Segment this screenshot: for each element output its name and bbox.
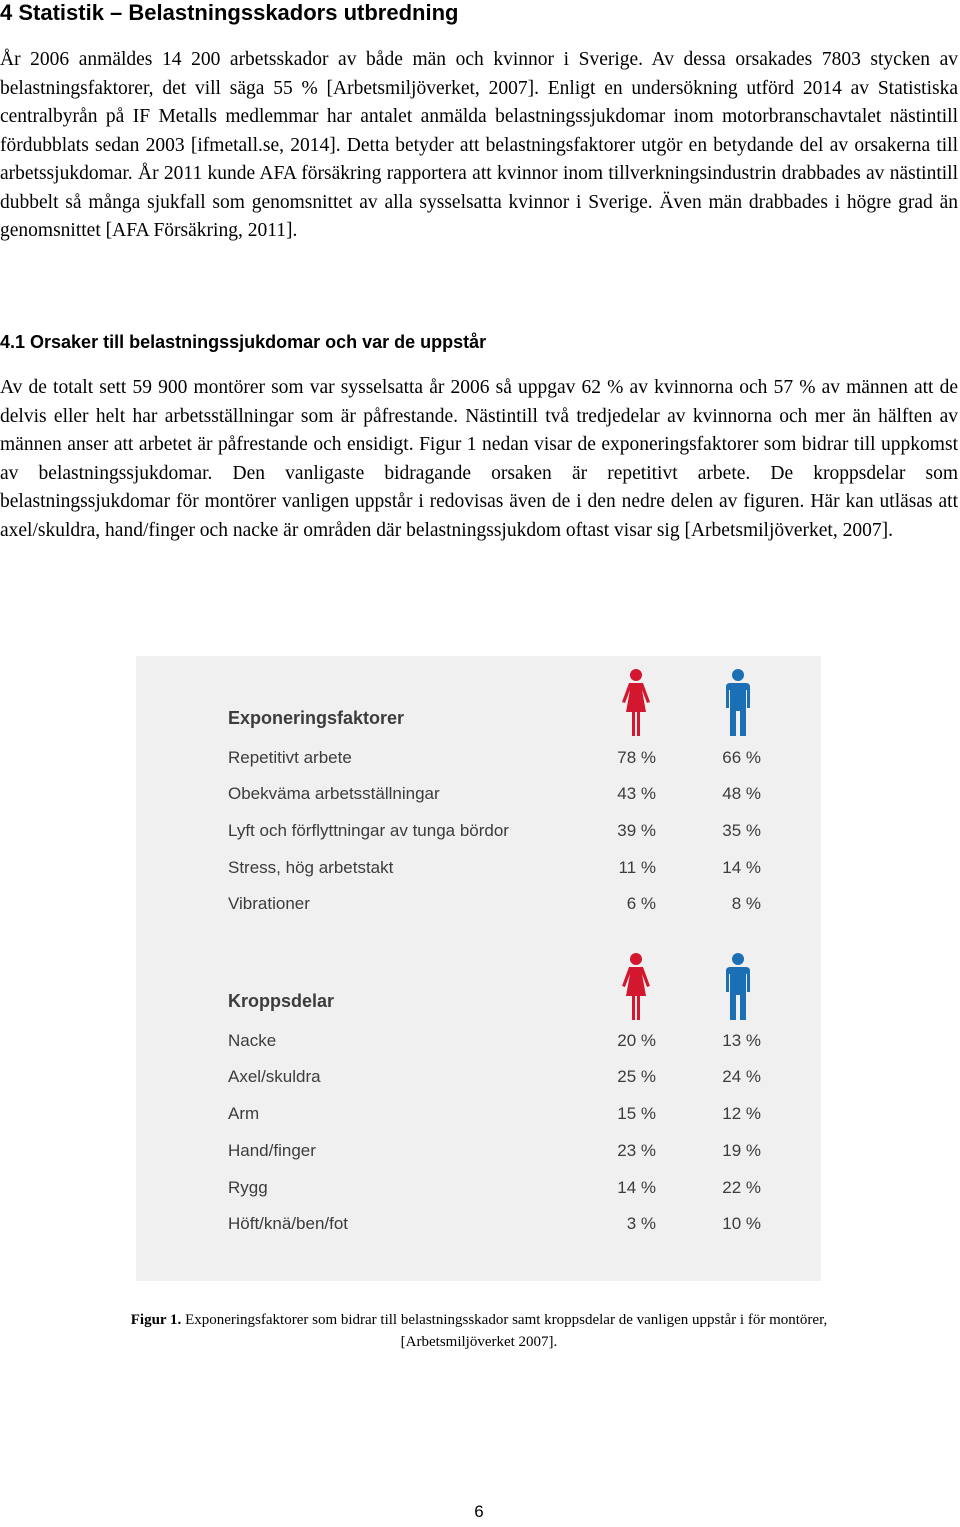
male-value: 14 % [722, 858, 761, 877]
subsection-heading: 4.1 Orsaker till belastningssjukdomar och var de uppstår [0, 332, 487, 352]
row-label: Obekväma arbetsställningar [228, 784, 440, 803]
row-label: Hand/finger [228, 1141, 316, 1160]
row-label: Repetitivt arbete [228, 748, 352, 767]
male-value: 22 % [722, 1178, 761, 1197]
female-value: 15 % [617, 1104, 656, 1123]
exposure-row [136, 856, 821, 880]
female-value: 25 % [617, 1067, 656, 1086]
section-heading: 4 Statistik – Belastningsskadors utbredning [0, 0, 459, 25]
body-part-row [136, 1029, 821, 1053]
caption-reference: [Arbetsmiljöverket 2007]. [400, 1334, 558, 1350]
male-person-icon [721, 952, 755, 1022]
exposure-row [136, 746, 821, 770]
male-value: 35 % [722, 821, 761, 840]
female-value: 23 % [617, 1141, 656, 1160]
female-value: 78 % [617, 748, 656, 767]
row-label: Rygg [228, 1178, 268, 1197]
body-parts-heading: Kroppsdelar [228, 991, 335, 1011]
body-part-row [136, 1139, 821, 1163]
row-label: Höft/knä/ben/fot [228, 1214, 349, 1233]
row-label: Vibrationer [228, 894, 310, 913]
male-value: 24 % [722, 1067, 761, 1086]
body-part-row [136, 1176, 821, 1200]
male-value: 48 % [722, 784, 761, 803]
male-value: 10 % [722, 1214, 761, 1233]
body-part-row [136, 1065, 821, 1089]
paragraph-causes: Av de totalt sett 59 900 montörer som var sysselsatta år 2006 så uppgav 62 % av kvinnorna och 57 % av männen att de delvis eller helt har arbetsställningar som är påfrestande. Nästintill två tredjedelar av kvinnorna och mer än hälften av männen anser att arbetet är påfrestande och ensidigt. Figur 1 nedan visar de exponeringsfaktorer som bidrar till uppkomst av belastningssjukdomar. Den vanligaste bidragande orsaken är repetitivt arbete. De kroppsdelar som belastningssjukdomar för montörer vanligen uppstår i redovisas även de i den nedre delen av figuren. Här kan utläsas att axel/skuldra, hand/finger och nacke är områden där belastningssjukdom oftast visar sig [Arbetsmiljöverket, 2007]. [0, 377, 958, 541]
row-label: Stress, hög arbetstakt [228, 858, 394, 877]
exposure-row [136, 892, 821, 916]
female-person-icon [619, 668, 653, 738]
figure-caption [0, 1309, 958, 1353]
female-value: 11 % [618, 858, 656, 877]
female-value: 39 % [617, 821, 656, 840]
exposure-row [136, 782, 821, 806]
exposure-factors-heading: Exponeringsfaktorer [228, 708, 405, 728]
exposure-infographic [136, 656, 821, 1281]
row-label: Axel/skuldra [228, 1067, 321, 1086]
male-value: 8 % [731, 894, 761, 913]
female-value: 6 % [626, 894, 656, 913]
female-value: 20 % [617, 1031, 656, 1050]
male-value: 13 % [722, 1031, 761, 1050]
body-part-row [136, 1212, 821, 1236]
female-person-icon [619, 952, 653, 1022]
male-value: 66 % [722, 748, 761, 767]
male-value: 19 % [722, 1141, 761, 1160]
caption-text: Exponeringsfaktorer som bidrar till belastningsskador samt kroppsdelar de vanligen uppstår i för montörer, [181, 1312, 828, 1328]
figure-label: Figur 1. [130, 1312, 182, 1328]
paragraph-statistics: År 2006 anmäldes 14 200 arbetsskador av både män och kvinnor i Sverige. Av dessa orsakades 7803 stycken av belastningsfaktorer, det vill säga 55 % [Arbetsmiljöverket, 2007]. Enligt en undersökning utförd 2014 av Statistiska centralbyrån på IF Metalls medlemmar har antalet anmälda belastningssjukdomar inom motorbranschavtalet nästintill fördubblats sedan 2003 [ifmetall.se, 2014]. Detta betyder att belastningsfaktorer utgör en betydande del av orsakerna till arbetssjukdomar. År 2011 kunde AFA försäkring rapportera att kvinnor inom tillverkningsindustrin drabbades av nästintill dubbelt så många sjukfall som genomsnittet av alla sysselsatta kvinnor i Sverige. Även män drabbades i högre grad än genomsnittet [AFA Försäkring, 2011]. [0, 49, 958, 241]
exposure-row [136, 819, 821, 843]
male-value: 12 % [722, 1104, 761, 1123]
row-label: Arm [228, 1104, 260, 1123]
female-value: 43 % [617, 784, 656, 803]
female-value: 14 % [617, 1178, 656, 1197]
female-value: 3 % [626, 1214, 656, 1233]
page-number: 6 [474, 1502, 484, 1521]
body-part-row [136, 1102, 821, 1126]
row-label: Lyft och förflyttningar av tunga bördor [228, 821, 509, 840]
row-label: Nacke [228, 1031, 277, 1050]
male-person-icon [721, 668, 755, 738]
